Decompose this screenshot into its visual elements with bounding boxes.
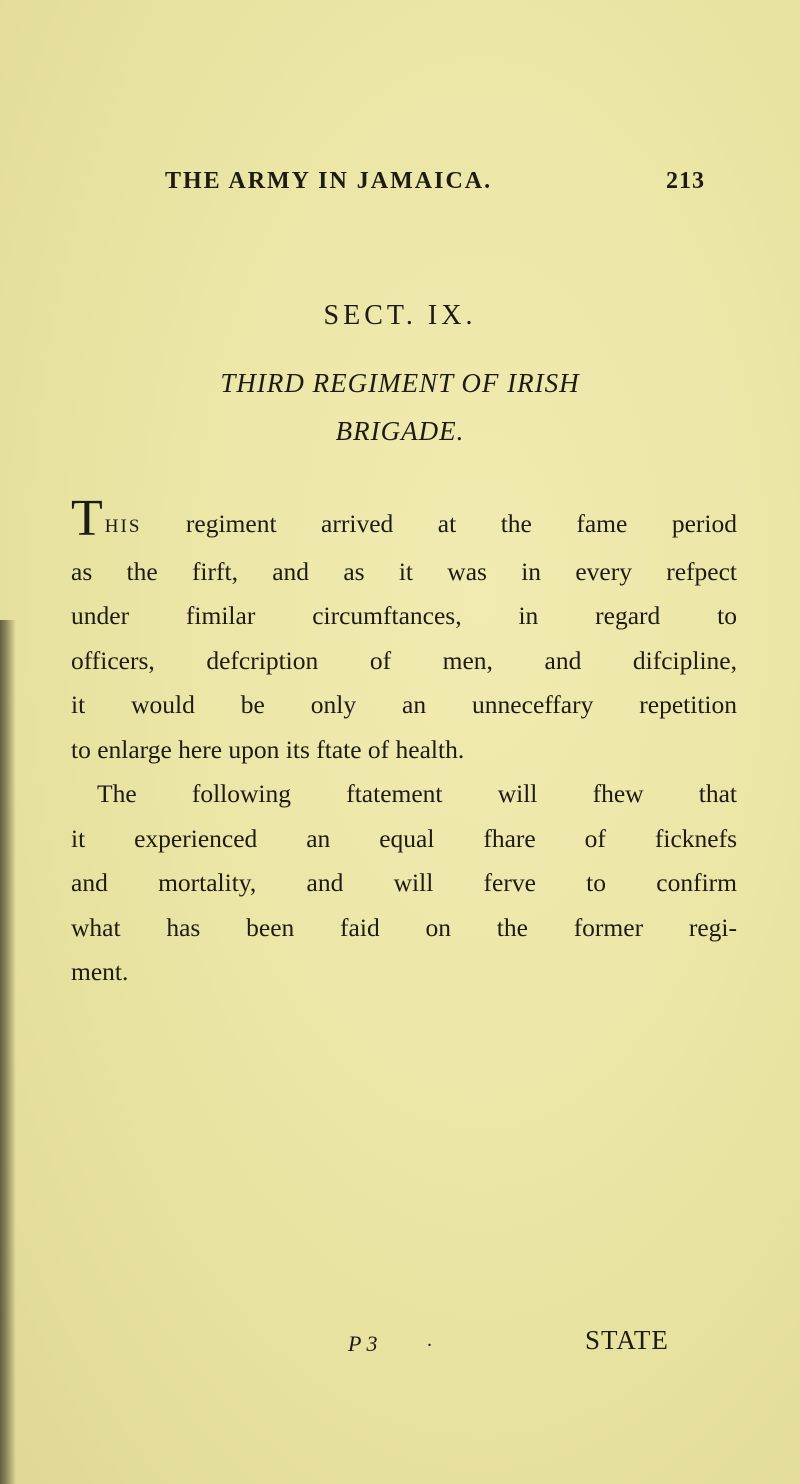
text-line: what has been faid on the former regi- [71,912,737,942]
text-line: ment. [71,957,129,986]
text-line: The following ftatement will fhew that [97,779,737,808]
text-line [71,490,737,550]
section-title-line-1: THIRD REGIMENT OF IRISH [220,368,580,398]
text-line: officers, defcription of men, and difcipline, [71,645,737,675]
text-line-content: regiment arrived at the fame period [141,509,737,538]
first-word-smallcaps: HIS [104,516,142,537]
footer-dot: . [427,1329,432,1351]
running-header [165,168,725,195]
catchword: STATE [585,1325,669,1355]
section-title-line-2: BRIGADE. [335,416,465,446]
body-paragraphs [71,490,737,995]
page-number: 213 [666,168,705,194]
binding-shadow [0,620,16,1484]
text-line: it would be only an unneceffary repetition [71,690,737,719]
text-line: it experienced an equal fhare of ficknefs [71,823,737,853]
drop-cap: T [71,490,103,547]
text-line: to enlarge here upon its ftate of health. [71,734,465,764]
text-line: and mortality, and will ferve to confirm [71,868,737,897]
section-heading: SECT. IX. [323,300,477,331]
text-line: as the firft, and as it was in every refpect [71,556,737,586]
text-line: under fimilar circumftances, in regard to [71,601,737,630]
running-title: THE ARMY IN JAMAICA. [165,168,493,194]
signature-mark: P 3 [348,1331,378,1356]
